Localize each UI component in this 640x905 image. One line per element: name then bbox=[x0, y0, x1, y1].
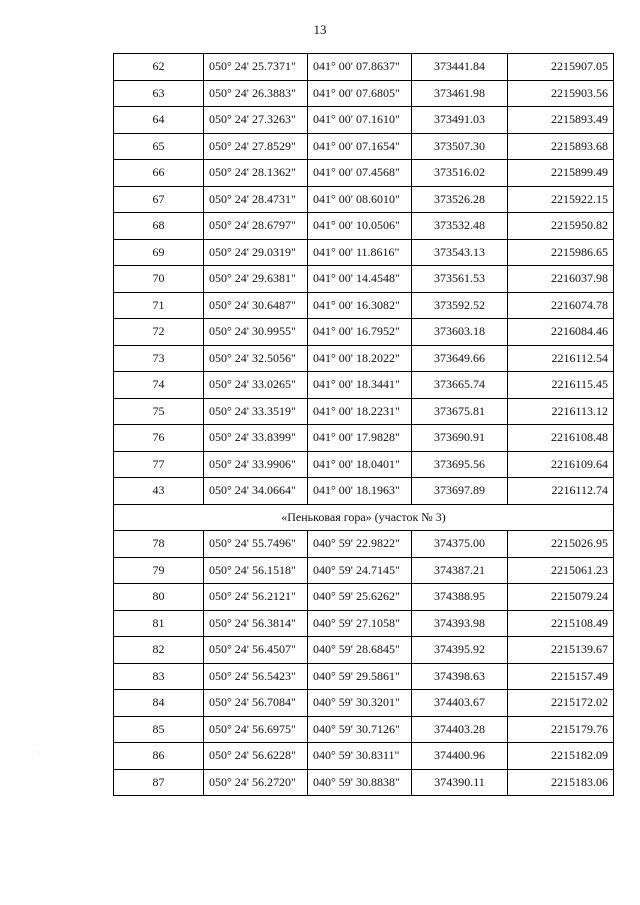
x-coordinate-cell: 373690.91 bbox=[412, 425, 508, 452]
longitude-cell: 041° 00' 18.3441" bbox=[308, 372, 412, 399]
longitude-cell: 040° 59' 30.3201" bbox=[308, 690, 412, 717]
longitude-cell: 040° 59' 24.7145" bbox=[308, 557, 412, 584]
longitude-cell: 040° 59' 30.8838" bbox=[308, 769, 412, 796]
table-row bbox=[114, 186, 614, 213]
table-row bbox=[114, 531, 614, 558]
table-row bbox=[114, 769, 614, 796]
longitude-cell: 041° 00' 07.1610" bbox=[308, 107, 412, 134]
x-coordinate-cell: 373516.02 bbox=[412, 160, 508, 187]
latitude-cell: 050° 24' 27.3263" bbox=[204, 107, 308, 134]
point-number-cell: 81 bbox=[114, 610, 204, 637]
y-coordinate-cell: 2215182.09 bbox=[508, 743, 614, 770]
x-coordinate-cell: 373649.66 bbox=[412, 345, 508, 372]
table-row bbox=[114, 398, 614, 425]
table-row bbox=[114, 743, 614, 770]
point-number-cell: 67 bbox=[114, 186, 204, 213]
y-coordinate-cell: 2216112.74 bbox=[508, 478, 614, 505]
latitude-cell: 050° 24' 29.0319" bbox=[204, 239, 308, 266]
y-coordinate-cell: 2215157.49 bbox=[508, 663, 614, 690]
y-coordinate-cell: 2215907.05 bbox=[508, 54, 614, 81]
longitude-cell: 040° 59' 27.1058" bbox=[308, 610, 412, 637]
latitude-cell: 050° 24' 29.6381" bbox=[204, 266, 308, 293]
table-body-before-section bbox=[114, 54, 614, 505]
point-number-cell: 83 bbox=[114, 663, 204, 690]
table-row bbox=[114, 451, 614, 478]
x-coordinate-cell: 374388.95 bbox=[412, 584, 508, 611]
x-coordinate-cell: 373561.53 bbox=[412, 266, 508, 293]
table-row bbox=[114, 160, 614, 187]
longitude-cell: 041° 00' 07.8637" bbox=[308, 54, 412, 81]
table-row bbox=[114, 80, 614, 107]
point-number-cell: 73 bbox=[114, 345, 204, 372]
latitude-cell: 050° 24' 30.6487" bbox=[204, 292, 308, 319]
latitude-cell: 050° 24' 56.3814" bbox=[204, 610, 308, 637]
latitude-cell: 050° 24' 28.1362" bbox=[204, 160, 308, 187]
point-number-cell: 70 bbox=[114, 266, 204, 293]
latitude-cell: 050° 24' 56.4507" bbox=[204, 637, 308, 664]
longitude-cell: 041° 00' 11.8616" bbox=[308, 239, 412, 266]
table-row bbox=[114, 107, 614, 134]
latitude-cell: 050° 24' 56.2720" bbox=[204, 769, 308, 796]
x-coordinate-cell: 373491.03 bbox=[412, 107, 508, 134]
latitude-cell: 050° 24' 25.7371" bbox=[204, 54, 308, 81]
point-number-cell: 71 bbox=[114, 292, 204, 319]
point-number-cell: 65 bbox=[114, 133, 204, 160]
longitude-cell: 041° 00' 14.4548" bbox=[308, 266, 412, 293]
latitude-cell: 050° 24' 56.2121" bbox=[204, 584, 308, 611]
latitude-cell: 050° 24' 28.6797" bbox=[204, 213, 308, 240]
point-number-cell: 62 bbox=[114, 54, 204, 81]
longitude-cell: 041° 00' 18.1963" bbox=[308, 478, 412, 505]
x-coordinate-cell: 373695.56 bbox=[412, 451, 508, 478]
longitude-cell: 041° 00' 16.7952" bbox=[308, 319, 412, 346]
y-coordinate-cell: 2215950.82 bbox=[508, 213, 614, 240]
x-coordinate-cell: 374398.63 bbox=[412, 663, 508, 690]
y-coordinate-cell: 2216109.64 bbox=[508, 451, 614, 478]
point-number-cell: 69 bbox=[114, 239, 204, 266]
x-coordinate-cell: 373697.89 bbox=[412, 478, 508, 505]
x-coordinate-cell: 373592.52 bbox=[412, 292, 508, 319]
x-coordinate-cell: 374403.67 bbox=[412, 690, 508, 717]
x-coordinate-cell: 374387.21 bbox=[412, 557, 508, 584]
table-row bbox=[114, 372, 614, 399]
x-coordinate-cell: 373543.13 bbox=[412, 239, 508, 266]
point-number-cell: 75 bbox=[114, 398, 204, 425]
latitude-cell: 050° 24' 56.6975" bbox=[204, 716, 308, 743]
y-coordinate-cell: 2216113.12 bbox=[508, 398, 614, 425]
latitude-cell: 050° 24' 56.5423" bbox=[204, 663, 308, 690]
table-body-after-section bbox=[114, 531, 614, 796]
y-coordinate-cell: 2216108.48 bbox=[508, 425, 614, 452]
y-coordinate-cell: 2216037.98 bbox=[508, 266, 614, 293]
longitude-cell: 041° 00' 17.9828" bbox=[308, 425, 412, 452]
longitude-cell: 041° 00' 18.2231" bbox=[308, 398, 412, 425]
point-number-cell: 74 bbox=[114, 372, 204, 399]
page-number: 13 bbox=[313, 22, 327, 37]
x-coordinate-cell: 373461.98 bbox=[412, 80, 508, 107]
longitude-cell: 040° 59' 30.7126" bbox=[308, 716, 412, 743]
latitude-cell: 050° 24' 33.8399" bbox=[204, 425, 308, 452]
table-row bbox=[114, 425, 614, 452]
point-number-cell: 79 bbox=[114, 557, 204, 584]
table-row bbox=[114, 557, 614, 584]
latitude-cell: 050° 24' 56.6228" bbox=[204, 743, 308, 770]
y-coordinate-cell: 2215986.65 bbox=[508, 239, 614, 266]
y-coordinate-cell: 2215903.56 bbox=[508, 80, 614, 107]
table-row bbox=[114, 292, 614, 319]
y-coordinate-cell: 2215893.68 bbox=[508, 133, 614, 160]
margin-tick-mark: · bbox=[37, 748, 40, 757]
x-coordinate-cell: 373526.28 bbox=[412, 186, 508, 213]
longitude-cell: 041° 00' 07.4568" bbox=[308, 160, 412, 187]
coordinates-table bbox=[113, 53, 614, 796]
point-number-cell: 43 bbox=[114, 478, 204, 505]
table-row bbox=[114, 319, 614, 346]
x-coordinate-cell: 374393.98 bbox=[412, 610, 508, 637]
longitude-cell: 040° 59' 25.6262" bbox=[308, 584, 412, 611]
longitude-cell: 041° 00' 07.1654" bbox=[308, 133, 412, 160]
x-coordinate-cell: 373507.30 bbox=[412, 133, 508, 160]
point-number-cell: 86 bbox=[114, 743, 204, 770]
y-coordinate-cell: 2215899.49 bbox=[508, 160, 614, 187]
y-coordinate-cell: 2215893.49 bbox=[508, 107, 614, 134]
y-coordinate-cell: 2215183.06 bbox=[508, 769, 614, 796]
point-number-cell: 85 bbox=[114, 716, 204, 743]
longitude-cell: 040° 59' 29.5861" bbox=[308, 663, 412, 690]
latitude-cell: 050° 24' 56.1518" bbox=[204, 557, 308, 584]
point-number-cell: 72 bbox=[114, 319, 204, 346]
longitude-cell: 040° 59' 22.9822" bbox=[308, 531, 412, 558]
section-header-row bbox=[114, 504, 614, 531]
longitude-cell: 041° 00' 18.2022" bbox=[308, 345, 412, 372]
x-coordinate-cell: 374395.92 bbox=[412, 637, 508, 664]
x-coordinate-cell: 374403.28 bbox=[412, 716, 508, 743]
longitude-cell: 040° 59' 28.6845" bbox=[308, 637, 412, 664]
table-row bbox=[114, 663, 614, 690]
longitude-cell: 041° 00' 16.3082" bbox=[308, 292, 412, 319]
x-coordinate-cell: 374375.00 bbox=[412, 531, 508, 558]
latitude-cell: 050° 24' 34.0664" bbox=[204, 478, 308, 505]
table-row bbox=[114, 716, 614, 743]
y-coordinate-cell: 2215922.15 bbox=[508, 186, 614, 213]
y-coordinate-cell: 2216084.46 bbox=[508, 319, 614, 346]
latitude-cell: 050° 24' 28.4731" bbox=[204, 186, 308, 213]
y-coordinate-cell: 2215139.67 bbox=[508, 637, 614, 664]
point-number-cell: 87 bbox=[114, 769, 204, 796]
y-coordinate-cell: 2216115.45 bbox=[508, 372, 614, 399]
x-coordinate-cell: 373441.84 bbox=[412, 54, 508, 81]
section-title: «Пеньковая гора» (участок № 3) bbox=[114, 504, 614, 531]
table-row bbox=[114, 345, 614, 372]
point-number-cell: 77 bbox=[114, 451, 204, 478]
table-row bbox=[114, 690, 614, 717]
latitude-cell: 050° 24' 33.3519" bbox=[204, 398, 308, 425]
y-coordinate-cell: 2216112.54 bbox=[508, 345, 614, 372]
y-coordinate-cell: 2215172.02 bbox=[508, 690, 614, 717]
latitude-cell: 050° 24' 30.9955" bbox=[204, 319, 308, 346]
table-row bbox=[114, 610, 614, 637]
y-coordinate-cell: 2216074.78 bbox=[508, 292, 614, 319]
point-number-cell: 63 bbox=[114, 80, 204, 107]
point-number-cell: 82 bbox=[114, 637, 204, 664]
point-number-cell: 66 bbox=[114, 160, 204, 187]
longitude-cell: 041° 00' 07.6805" bbox=[308, 80, 412, 107]
longitude-cell: 041° 00' 10.0506" bbox=[308, 213, 412, 240]
table-row bbox=[114, 133, 614, 160]
longitude-cell: 040° 59' 30.8311" bbox=[308, 743, 412, 770]
x-coordinate-cell: 374400.96 bbox=[412, 743, 508, 770]
x-coordinate-cell: 373532.48 bbox=[412, 213, 508, 240]
table-row bbox=[114, 266, 614, 293]
y-coordinate-cell: 2215108.49 bbox=[508, 610, 614, 637]
y-coordinate-cell: 2215061.23 bbox=[508, 557, 614, 584]
table-row bbox=[114, 637, 614, 664]
latitude-cell: 050° 24' 33.0265" bbox=[204, 372, 308, 399]
latitude-cell: 050° 24' 32.5056" bbox=[204, 345, 308, 372]
x-coordinate-cell: 373675.81 bbox=[412, 398, 508, 425]
section-header-group bbox=[114, 504, 614, 531]
x-coordinate-cell: 373665.74 bbox=[412, 372, 508, 399]
table-row bbox=[114, 478, 614, 505]
latitude-cell: 050° 24' 33.9906" bbox=[204, 451, 308, 478]
point-number-cell: 68 bbox=[114, 213, 204, 240]
latitude-cell: 050° 24' 26.3883" bbox=[204, 80, 308, 107]
y-coordinate-cell: 2215026.95 bbox=[508, 531, 614, 558]
x-coordinate-cell: 373603.18 bbox=[412, 319, 508, 346]
latitude-cell: 050° 24' 55.7496" bbox=[204, 531, 308, 558]
point-number-cell: 84 bbox=[114, 690, 204, 717]
x-coordinate-cell: 374390.11 bbox=[412, 769, 508, 796]
point-number-cell: 80 bbox=[114, 584, 204, 611]
point-number-cell: 64 bbox=[114, 107, 204, 134]
latitude-cell: 050° 24' 27.8529" bbox=[204, 133, 308, 160]
point-number-cell: 76 bbox=[114, 425, 204, 452]
y-coordinate-cell: 2215079.24 bbox=[508, 584, 614, 611]
table-row bbox=[114, 239, 614, 266]
longitude-cell: 041° 00' 18.0401" bbox=[308, 451, 412, 478]
longitude-cell: 041° 00' 08.6010" bbox=[308, 186, 412, 213]
y-coordinate-cell: 2215179.76 bbox=[508, 716, 614, 743]
table-row bbox=[114, 213, 614, 240]
latitude-cell: 050° 24' 56.7084" bbox=[204, 690, 308, 717]
table-row bbox=[114, 584, 614, 611]
point-number-cell: 78 bbox=[114, 531, 204, 558]
table-row bbox=[114, 54, 614, 81]
